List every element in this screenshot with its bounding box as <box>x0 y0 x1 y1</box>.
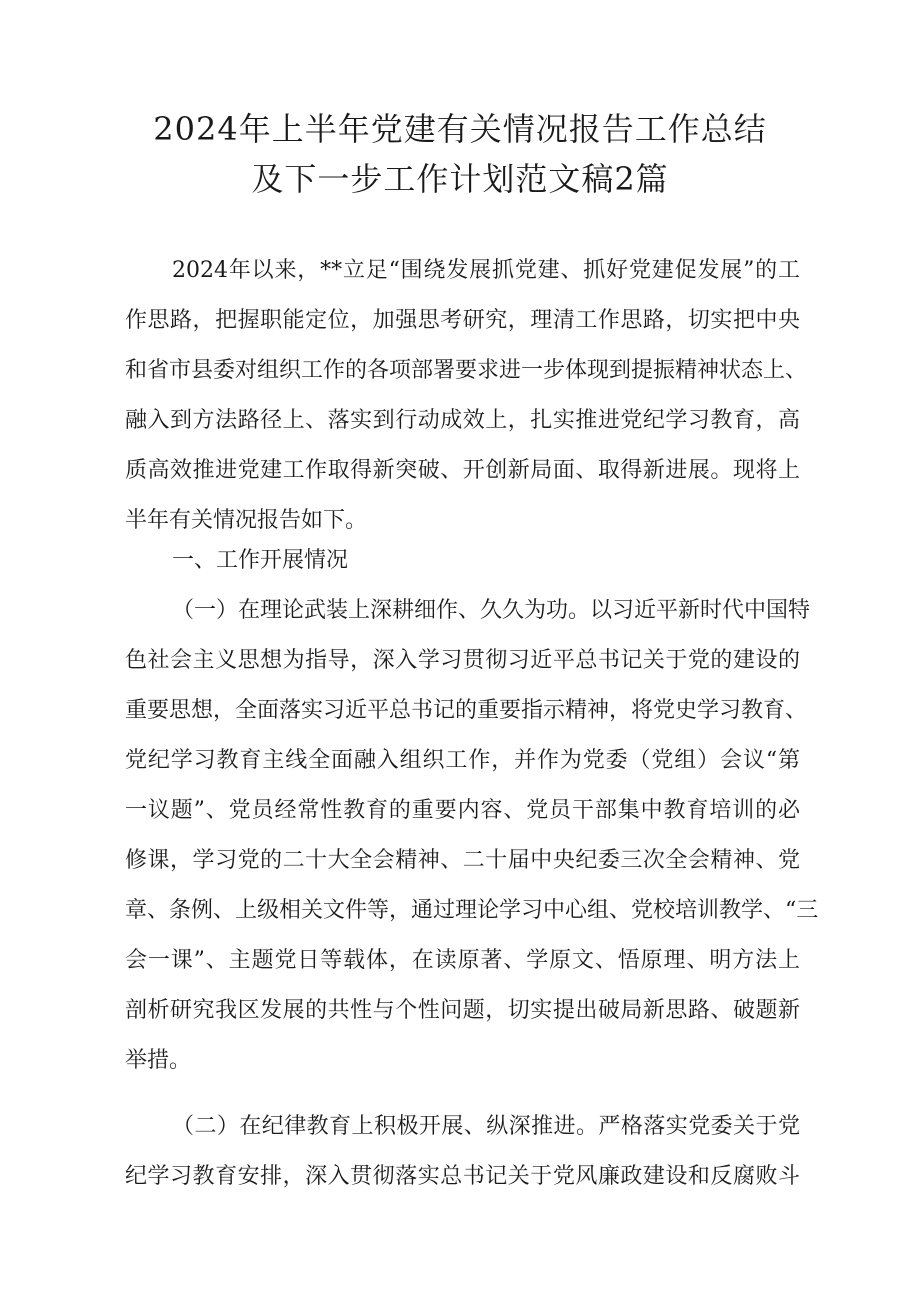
paragraph-3-line-1: （二）在纪律教育上积极开展、纵深推进。严格落实党委关于党 <box>172 1114 800 1139</box>
paragraph-2-line-10: 举措。 <box>125 1048 192 1073</box>
paragraph-3-line-2: 纪学习教育安排，深入贯彻落实总书记关于党风廉政建设和反腐败斗 <box>125 1164 800 1189</box>
paragraph-2-line-9: 剖析研究我区发展的共性与个性问题，切实提出破局新思路、破题新 <box>125 998 800 1023</box>
paragraph-2-line-8: 会一课”、主题党日等载体，在读原著、学原文、悟原理、明方法上 <box>125 948 800 973</box>
paragraph-2-line-7: 章、条例、上级相关文件等，通过理论学习中心组、党校培训教学、“三 <box>125 898 819 923</box>
paragraph-1-line-6: 半年有关情况报告如下。 <box>125 508 368 533</box>
paragraph-2-line-3: 重要思想，全面落实习近平总书记的重要指示精神，将党史学习教育、 <box>125 698 808 723</box>
paragraph-1-line-3: 和省市县委对组织工作的各项部署要求进一步体现到提振精神状态上、 <box>125 358 808 383</box>
paragraph-1-line-5: 质高效推进党建工作取得新突破、开创新局面、取得新进展。现将上 <box>125 458 800 483</box>
paragraph-2-line-6: 修课，学习党的二十大全会精神、二十届中央纪委三次全会精神、党 <box>125 848 800 873</box>
document-title-line-2: 及下一步工作计划范文稿2篇 <box>251 160 669 198</box>
document-title-line-1: 2024年上半年党建有关情况报告工作总结 <box>153 110 767 148</box>
paragraph-1-line-2: 作思路，把握职能定位，加强思考研究，理清工作思路，切实把中央 <box>125 308 800 333</box>
paragraph-1-line-1: 2024年以来，**立足“围绕发展抓党建、抓好党建促发展”的工 <box>172 258 800 283</box>
section-heading-1: 一、工作开展情况 <box>172 548 349 573</box>
paragraph-2-line-2: 色社会主义思想为指导，深入学习贯彻习近平总书记关于党的建设的 <box>125 648 800 673</box>
paragraph-2-line-5: 一议题”、党员经常性教育的重要内容、党员干部集中教育培训的必 <box>125 798 800 823</box>
paragraph-2-line-1: （一）在理论武装上深耕细作、久久为功。以习近平新时代中国特 <box>172 598 811 623</box>
paragraph-1-line-4: 融入到方法路径上、落实到行动成效上，扎实推进党纪学习教育，高 <box>125 408 800 433</box>
paragraph-2-line-4: 党纪学习教育主线全面融入组织工作，并作为党委（党组）会议“第 <box>125 748 800 773</box>
